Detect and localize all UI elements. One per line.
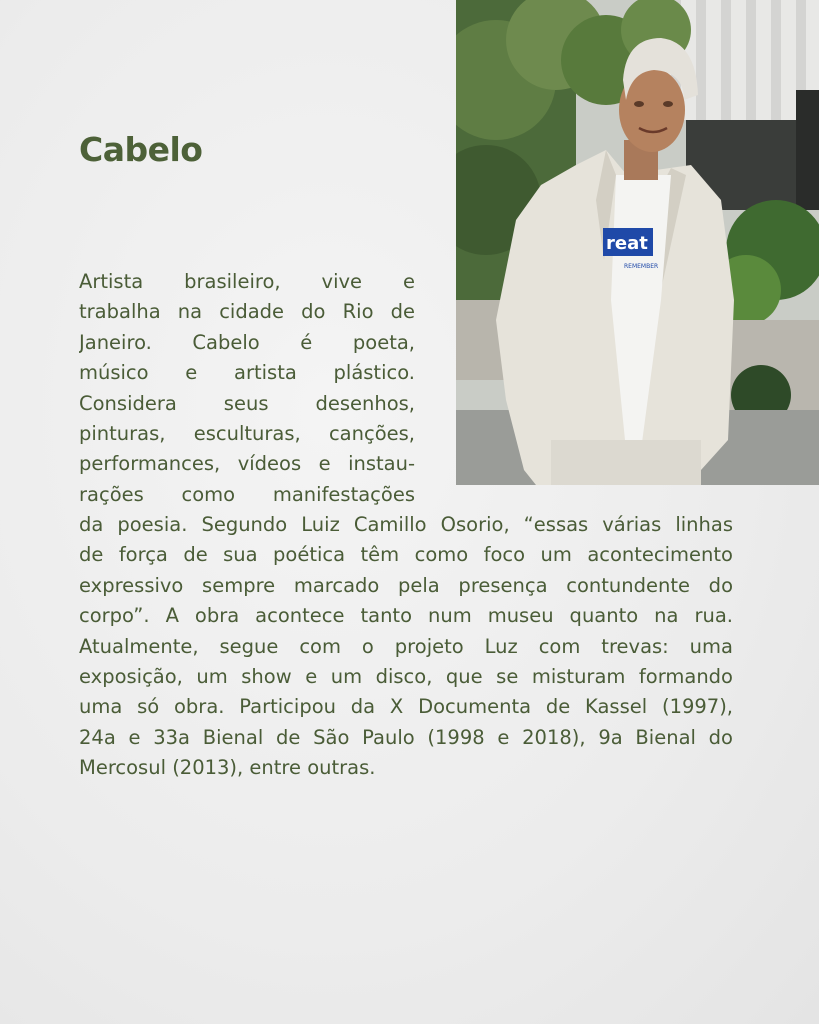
- bio-line: 24a e 33a Bienal de São Paulo (1998 e 2018), 9a Bienal do: [79, 725, 733, 749]
- bio-line: Atualmente, segue com o projeto Luz com trevas: uma: [79, 634, 733, 658]
- artist-name: Cabelo: [79, 130, 203, 169]
- bio-narrow-column: [79, 267, 733, 510]
- bio-line: uma só obra. Participou da X Documenta de Kassel (1997),: [79, 695, 733, 719]
- bio-line: Artista brasileiro, vive e: [79, 270, 415, 293]
- bio-line: expressivo sempre marcado pela presença contundente do: [79, 573, 733, 597]
- bio-line: Mercosul (2013), entre outras.: [79, 756, 376, 780]
- bio-line: exposição, um show e um disco, que se misturam formando: [79, 664, 733, 688]
- bio-wide-column: [79, 510, 733, 784]
- bio-line: pinturas, esculturas, canções,: [79, 421, 415, 445]
- bio-line: de força de sua poética têm como foco um acontecimento: [79, 543, 733, 567]
- shirt-print: reat: [606, 233, 648, 254]
- bio-line: da poesia. Segundo Luiz Camillo Osorio, “essas várias linhas: [79, 513, 733, 536]
- bio-line: músico e artista plástico.: [79, 361, 415, 385]
- shirt-print-sub: REMEMBER: [624, 263, 659, 270]
- bio-line: trabalha na cidade do Rio de: [79, 300, 415, 324]
- bio-line: Janeiro. Cabelo é poeta,: [79, 330, 415, 354]
- bio-line: performances, vídeos e instau-: [79, 452, 415, 476]
- bio-line: rações como manifestações: [79, 482, 415, 506]
- bio-line: corpo”. A obra acontece tanto num museu quanto na rua.: [79, 604, 733, 628]
- bio-line: Considera seus desenhos,: [79, 391, 415, 415]
